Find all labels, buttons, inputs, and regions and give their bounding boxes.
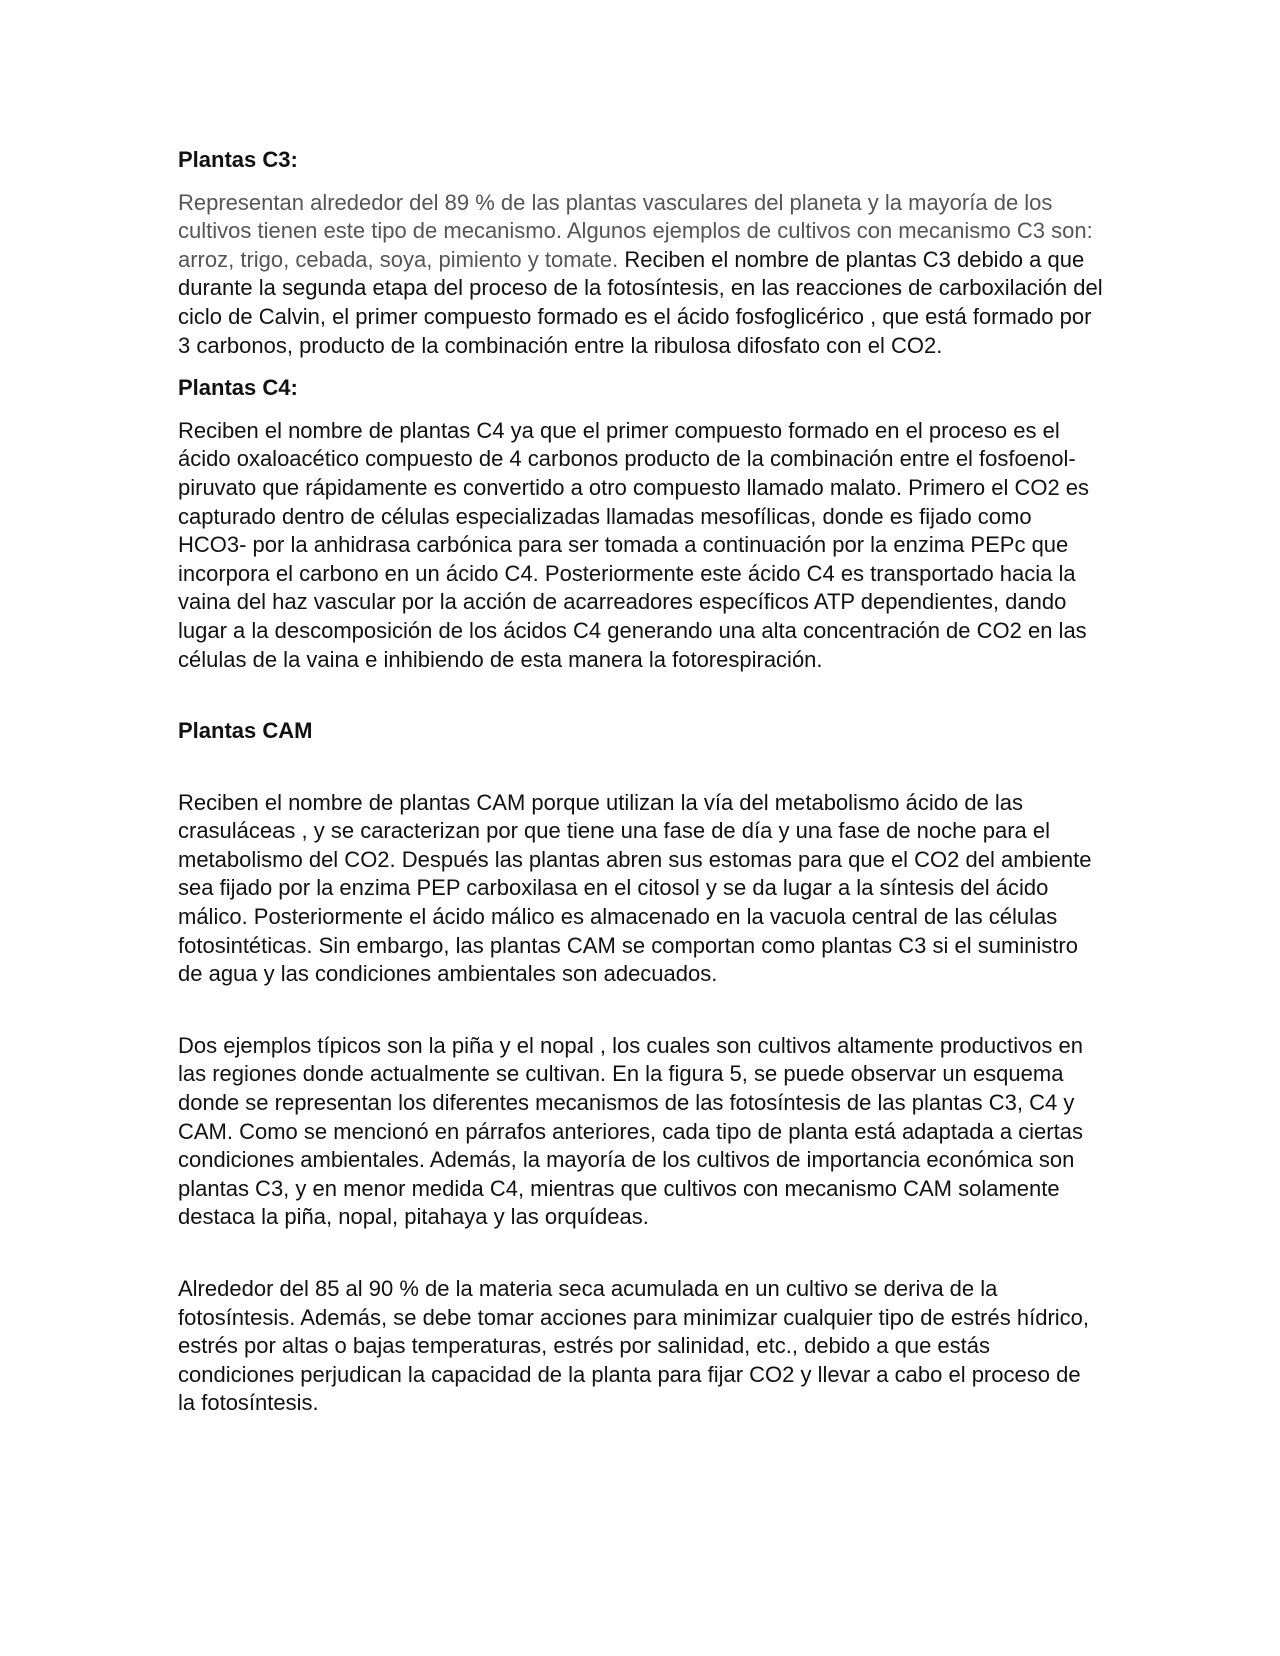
document-body: [178, 146, 1103, 1432]
paragraph-cam-3: Alrededor del 85 al 90 % de la materia seca acumulada en un cultivo se deriva de la fotosíntesis. Además, se debe tomar acciones para minimizar cualquier tipo de estrés hídrico, estrés por altas o bajas temperaturas, estrés por salinidad, etc., debido a que estás condiciones perjudican la capacidad de la planta para fijar CO2 y llevar a cabo el proceso de la fotosíntesis.: [178, 1276, 1090, 1416]
paragraph-c3-body: Reciben el nombre de plantas C3 debido a que durante la segunda etapa del proceso de la fotosíntesis, en las reacciones de carboxilación del ciclo de Calvin, el primer compuesto formado es el ácido fosfoglicérico , que está formado por 3 carbonos, producto de la combinación entre la ribulosa difosfato con el CO2.: [178, 246, 1103, 358]
paragraph-c3-intro: Representan alrededor del 89 % de las plantas vasculares del planeta y la mayoría de los cultivos tienen este tipo de mecanismo. Algunos ejemplos de cultivos con mecanismo C3 son: arroz, trigo, cebada, soya, pimiento y tomate.: [178, 189, 1093, 272]
paragraph-c3: [178, 189, 1103, 361]
paragraph-c4: Reciben el nombre de plantas C4 ya que el primer compuesto formado en el proceso es el ácido oxaloacético compuesto de 4 carbonos producto de la combinación entre el fosfoenol-piruvato que rápidamente es convertido a otro compuesto llamado malato. Primero el CO2 es capturado dentro de células especializadas llamadas mesofílicas, donde es fijado como HCO3- por la anhidrasa carbónica para ser tomada a continuación por la enzima PEPc que incorpora el carbono en un ácido C4. Posteriormente este ácido C4 es transportado hacia la vaina del haz vascular por la acción de acarreadores específicos ATP dependientes, dando lugar a la descomposición de los ácidos C4 generando una alta concentración de CO2 en las células de la vaina e inhibiendo de esta manera la fotorespiración.: [178, 417, 1090, 672]
section-heading-c4: Plantas C4:: [178, 375, 298, 401]
paragraph-cam-2: Dos ejemplos típicos son la piña y el nopal , los cuales son cultivos altamente productivos en las regiones donde actualmente se cultivan. En la figura 5, se puede observar un esquema donde se representan los diferentes mecanismos de las fotosíntesis de las plantas C3, C4 y CAM. Como se mencionó en párrafos anteriores, cada tipo de planta está adaptada a ciertas condiciones ambientales. Además, la mayoría de los cultivos de importancia económica son plantas C3, y en menor medida C4, mientras que cultivos con mecanismo CAM solamente destaca la piña, nopal, pitahaya y las orquídeas.: [178, 1032, 1083, 1230]
section-heading-c3: Plantas C3:: [178, 147, 298, 172]
paragraph-cam-1: Reciben el nombre de plantas CAM porque utilizan la vía del metabolismo ácido de las crasuláceas , y se caracterizan por que tiene una fase de día y una fase de noche para el metabolismo del CO2. Después las plantas abren sus estomas para que el CO2 del ambiente sea fijado por la enzima PEP carboxilasa en el citosol y se da lugar a la síntesis del ácido málico. Posteriormente el ácido málico es almacenado en la vacuola central de las células fotosintéticas. Sin embargo, las plantas CAM se comportan como plantas C3 si el suministro de agua y las condiciones ambientales son adecuados.: [178, 789, 1092, 987]
section-heading-cam: Plantas CAM: [178, 718, 313, 744]
